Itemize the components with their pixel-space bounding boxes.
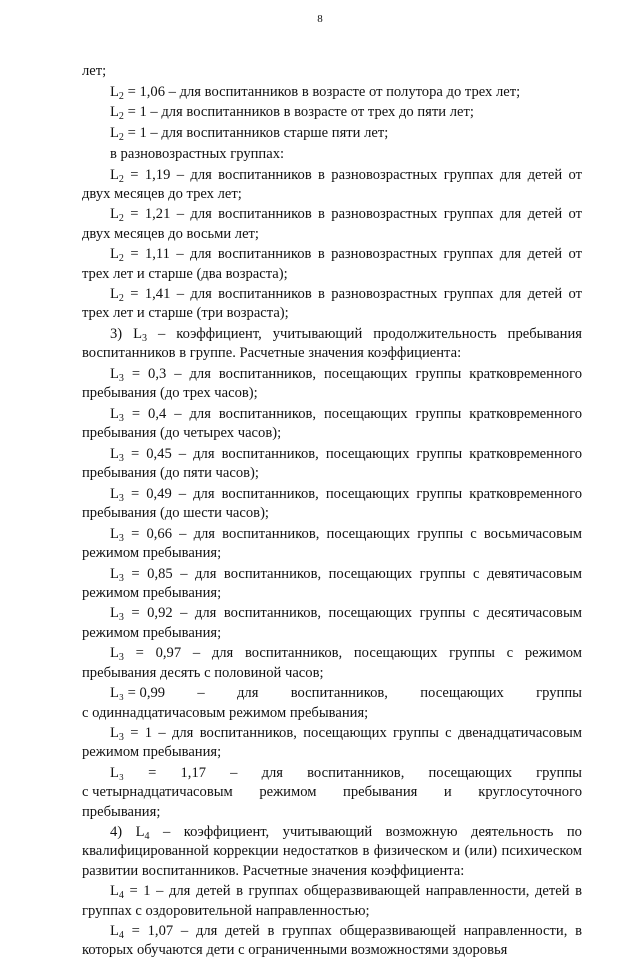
paragraph-text: = 1,19 – для воспитанников в разновозрастных группах для детей от двух месяцев до трех лет; [82,166,582,202]
paragraph-continuation [82,704,582,723]
paragraph-text: = 0,4 – для воспитанников, посещающих группы кратковременного пребывания (до четырех часов); [82,405,582,442]
paragraph-text: = 1 – для воспитанников в возрасте от трех до пяти лет; [123,104,474,121]
paragraph-text: – коэффициент, учитывающий возможную деятельность по квалифицированной коррекции недостатков в физическом и (или) психическом развитии воспитанников. Расчетные значения коэффициента: [82,824,582,879]
spread-word: воспитанников, [307,765,405,782]
paragraph [82,604,582,642]
spread-word: – [197,685,205,702]
paragraph-text: = 0,49 – для воспитанников, посещающих группы кратковременного пребывания (до шести часов); [82,485,582,521]
spread-line [82,684,582,703]
coefficient-subscript: 4 [144,831,150,843]
coefficient-subscript: 2 [118,173,124,185]
coefficient-subscript: 3 [118,412,124,424]
paragraph-text: = 0,3 – для воспитанников, посещающих группы кратковременного пребывания (до трех часов); [82,366,582,402]
coefficient-symbol: L [133,326,143,343]
spread-line [82,783,582,802]
spread-word: группы [536,765,582,782]
paragraph [82,103,582,122]
paragraph-continuation [82,803,582,822]
spread-word: посещающих [420,685,504,702]
coefficient-symbol: L [110,286,119,303]
paragraph-text: = 0,45 – для воспитанников, посещающих группы кратковременного пребывания (до пяти часов); [82,445,582,482]
coefficient-subscript: 3 [118,652,124,664]
spread-word: пребывания [343,784,418,801]
paragraph [82,445,582,483]
coefficient-subscript: 2 [118,253,124,265]
coefficient-symbol: L [110,725,119,742]
coefficient-subscript: 2 [118,293,124,305]
coefficient-symbol: L [110,445,119,462]
paragraph-text: в разновозрастных группах: [110,145,285,162]
paragraph-text: – коэффициент, учитывающий продолжительность пребывания воспитанников в группе. Расчетные значения коэффициента: [82,326,582,362]
spread-word: и [443,784,452,801]
coefficient-subscript: 3 [118,572,124,584]
paragraph [82,325,582,363]
spread-word: = [148,765,157,782]
coefficient-subscript: 3 [118,373,124,385]
spread-word: режимом [259,784,317,801]
spread-word: с четырнадцатичасовым [82,784,233,801]
coefficient-subscript: 3 [118,532,124,544]
paragraph-text: лет; [82,63,107,79]
paragraph-text: = 0,85 – для воспитанников, посещающих группы с девятичасовым режимом пребывания; [82,565,582,601]
spread-word: 1,17 [180,765,207,782]
coefficient-subscript: 3 [142,333,148,345]
coefficient-subscript: 2 [118,111,124,123]
paragraph-text: пребывания; [82,803,161,820]
paragraph [82,83,582,102]
spread-word: посещающих [428,765,513,782]
paragraph [82,285,582,323]
paragraph-text: = 1,41 – для воспитанников в разновозрастных группах для детей от трех лет и старше (три возраста); [82,286,582,322]
coefficient-symbol: L [110,605,119,622]
coefficient-subscript: 2 [118,213,124,225]
paragraph [82,882,582,920]
coefficient-subscript: 2 [118,90,124,102]
paragraph [82,205,582,243]
coefficient-symbol: L [110,246,119,263]
spread-word: для [237,685,259,702]
paragraph [82,565,582,603]
paragraph [82,644,582,682]
coefficient-subscript: 3 [118,452,124,464]
paragraph-text: = 1,07 – для детей в группах общеразвивающей направленности, в которых обучаются дети с ограниченными возможностями здоровья [82,923,582,959]
paragraph [82,145,582,164]
coefficient-symbol: L [110,206,119,223]
paragraph [82,525,582,563]
coefficient-symbol: L [110,923,119,940]
paragraph-text: = 0,66 – для воспитанников, посещающих группы с восьмичасовым режимом пребывания; [82,525,582,561]
paragraph-text: = 1,06 – для воспитанников в возрасте от полутора до трех лет; [123,83,521,100]
coefficient-symbol: L [110,125,119,142]
paragraph-text: = 0,97 – для воспитанников, посещающих группы с режимом пребывания десять с половиной часов; [82,645,582,681]
coefficient-symbol: L [135,824,145,841]
spread-paragraph [82,764,582,822]
spread-word: группы [536,685,582,702]
paragraph [82,245,582,283]
coefficient-symbol: L [110,485,119,502]
paragraph-text: = 1,11 – для воспитанников в разновозрастных группах для детей от трех лет и старше (два возраста); [82,246,582,282]
paragraph-text: с одиннадцатичасовым режимом пребывания; [82,704,369,721]
page-number: 8 [317,13,323,25]
list-marker: 4) [110,824,136,841]
paragraph-text: = 1 – для воспитанников старше пяти лет; [123,125,389,142]
paragraph-text: = 1 – для воспитанников, посещающих группы с двенадцатичасовым режимом пребывания; [82,725,582,761]
document-body [82,62,582,962]
spread-word: воспитанников, [290,685,388,702]
coefficient-subscript: 3 [118,492,124,504]
paragraph [82,62,582,81]
coefficient-symbol: L [110,883,119,900]
paragraph [82,365,582,403]
spread-word: L₃ = 0,99 [110,685,166,702]
coefficient-symbol: L [110,405,119,422]
paragraph [82,124,582,143]
coefficient-symbol: L [110,166,119,183]
paragraph [82,724,582,762]
coefficient-subscript: 3 [118,612,124,624]
paragraph [82,485,582,523]
list-marker: 3) [110,326,134,343]
spread-word: круглосуточного [478,784,582,801]
paragraph [82,166,582,204]
paragraph [82,922,582,960]
coefficient-symbol: L [110,104,119,121]
coefficient-symbol: L [110,366,119,383]
spread-word: – [230,765,238,782]
spread-word: для [261,765,284,782]
paragraph-text: = 1,21 – для воспитанников в разновозрастных группах для детей от двух месяцев до восьми лет; [82,206,582,242]
paragraph-text: = 1 – для детей в группах общеразвивающей направленности, детей в группах с оздоровительной направленностью; [82,883,582,919]
spread-word: L₃ [110,765,125,782]
paragraph [82,405,582,443]
coefficient-subscript: 4 [118,930,124,942]
spread-line [82,764,582,783]
coefficient-symbol: L [110,565,119,582]
coefficient-symbol: L [110,645,119,662]
coefficient-subscript: 2 [118,132,124,144]
coefficient-symbol: L [110,83,119,100]
paragraph [82,823,582,881]
paragraph-text: = 0,92 – для воспитанников, посещающих группы с десятичасовым режимом пребывания; [82,605,582,641]
coefficient-symbol: L [110,525,119,542]
spread-paragraph [82,684,582,722]
coefficient-subscript: 3 [118,732,124,744]
coefficient-subscript: 4 [118,890,124,902]
